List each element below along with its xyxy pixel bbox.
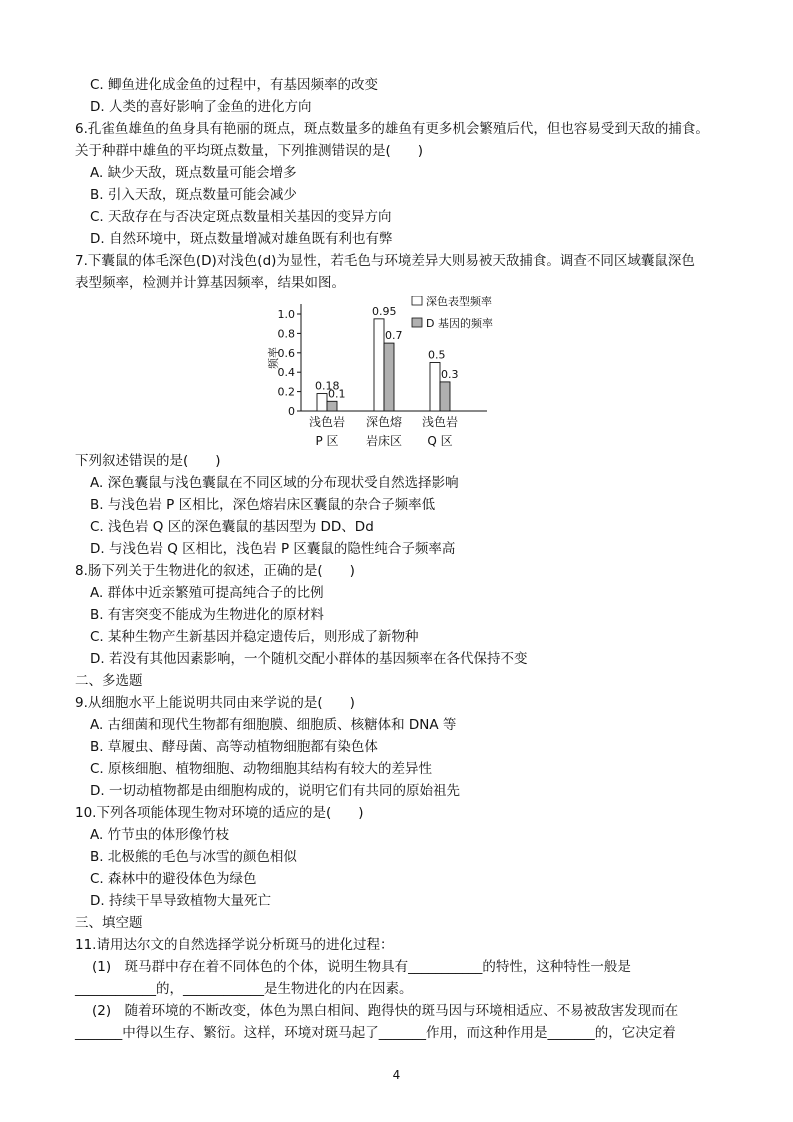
- q7-option-c: C. 浅色岩 Q 区的深色囊鼠的基因型为 DD、Dd: [90, 519, 374, 535]
- q11-stem: 11.请用达尔文的自然选择学说分析斑马的进化过程：: [75, 937, 394, 953]
- legend-swatch-dark-phenotype: [412, 296, 422, 305]
- q6-stem-line2: 关于种群中雄鱼的平均斑点数量，下列推测错误的是( ): [75, 143, 424, 159]
- q6-stem-line1: 6.孔雀鱼雄鱼的鱼身具有艳丽的斑点，斑点数量多的雄鱼有更多机会繁殖后代，但也容易受到天敌的捕食。: [75, 121, 709, 137]
- q11-part2-line2: _______中得以生存、繁衍。这样，环境对斑马起了_______作用，而这种作用是_______的，它决定着: [75, 1025, 676, 1041]
- y-tick-label: 0.6: [277, 346, 295, 360]
- q10-option-b: B. 北极熊的毛色与冰雪的颜色相似: [90, 849, 297, 865]
- q10-option-a: A. 竹节虫的体形像竹枝: [90, 827, 230, 843]
- bar-dark-phenotype-0: [317, 394, 327, 411]
- q9-stem: 9.从细胞水平上能说明共同由来学说的是( ): [75, 695, 355, 711]
- q9-option-d: D. 一切动植物都是由细胞构成的，说明它们有共同的原始祖先: [90, 783, 460, 799]
- y-tick-label: 0: [288, 405, 295, 418]
- q8-option-c: C. 某种生物产生新基因并稳定遗传后，则形成了新物种: [90, 629, 419, 645]
- q6-option-b: B. 引入天敌，斑点数量可能会减少: [90, 187, 297, 203]
- y-tick-label: 0.2: [277, 385, 295, 399]
- x-category-label: Q 区: [427, 434, 453, 448]
- bar-d-gene-2: [440, 382, 450, 411]
- data-label: 0.1: [328, 387, 346, 401]
- data-label: 0.3: [441, 367, 459, 381]
- data-label: 0.95: [372, 304, 397, 318]
- x-category-label: P 区: [315, 434, 339, 448]
- q9-option-a: A. 古细菌和现代生物都有细胞膜、细胞质、核糖体和 DNA 等: [90, 717, 457, 733]
- data-label: 0.7: [385, 329, 403, 343]
- x-category-label: 浅色岩: [421, 415, 459, 429]
- y-tick-label: 0.4: [277, 366, 295, 380]
- legend-label-dark-phenotype: 深色表型频率: [426, 296, 492, 308]
- bar-d-gene-1: [384, 343, 394, 411]
- q10-stem: 10.下列各项能体现生物对环境的适应的是( ): [75, 805, 364, 821]
- q11-part1-line2: ____________的，____________是生物进化的内在因素。: [75, 981, 413, 997]
- y-tick-label: 0.8: [277, 327, 295, 341]
- q6-option-d: D. 自然环境中，斑点数量增减对雄鱼既有利也有弊: [90, 231, 393, 247]
- q7-option-b: B. 与浅色岩 P 区相比，深色熔岩床区囊鼠的杂合子频率低: [90, 497, 436, 513]
- page-number: 4: [392, 1068, 401, 1082]
- bar-dark-phenotype-1: [374, 319, 384, 411]
- q11-part2-line1: (2) 随着环境的不断改变，体色为黑白相间、跑得快的斑马因与环境相适应、不易被敌害发现而在: [92, 1003, 679, 1019]
- q8-stem: 8.肠下列关于生物进化的叙述，正确的是( ): [75, 563, 355, 579]
- data-label: 0.18: [315, 379, 340, 393]
- y-tick-label: 1.0: [277, 308, 295, 321]
- q7-stem-line2: 表型频率，检测并计算基因频率，结果如图。: [75, 275, 345, 291]
- section-heading-fill-in: 三、填空题: [75, 915, 143, 931]
- legend-swatch-d-gene: [412, 318, 422, 327]
- q8-option-a: A. 群体中近亲繁殖可提高纯合子的比例: [90, 585, 324, 601]
- q11-part1-line1: (1) 斑马群中存在着不同体色的个体，说明生物具有___________的特性，这种特性一般是: [92, 959, 631, 975]
- q7-stem-line1: 7.下囊鼠的体毛深色(D)对浅色(d)为显性，若毛色与环境差异大则易被天敌捕食。调查不同区域囊鼠深色: [75, 253, 695, 269]
- q7-question: 下列叙述错误的是( ): [75, 453, 221, 469]
- q6-option-c: C. 天敌存在与否决定斑点数量相关基因的变异方向: [90, 209, 392, 225]
- q9-option-c: C. 原核细胞、植物细胞、动物细胞其结构有较大的差异性: [90, 761, 433, 777]
- q7-option-a: A. 深色囊鼠与浅色囊鼠在不同区域的分布现状受自然选择影响: [90, 475, 459, 491]
- q10-option-d: D. 持续干旱导致植物大量死亡: [90, 893, 271, 909]
- x-category-label: 浅色岩: [308, 415, 346, 429]
- q6-option-a: A. 缺少天敌，斑点数量可能会增多: [90, 165, 297, 181]
- q8-option-b: B. 有害突变不能成为生物进化的原材料: [90, 607, 324, 623]
- section-heading-multiple-choice: 二、多选题: [75, 673, 143, 689]
- data-label: 0.5: [428, 348, 446, 362]
- q10-option-c: C. 森林中的避役体色为绿色: [90, 871, 257, 887]
- bar-d-gene-0: [327, 401, 337, 411]
- bar-dark-phenotype-2: [430, 363, 440, 412]
- y-axis-label: 频率: [267, 347, 280, 369]
- x-category-label: 深色熔: [365, 415, 403, 429]
- x-category-label: 岩床区: [365, 434, 403, 448]
- q7-option-d: D. 与浅色岩 Q 区相比，浅色岩 P 区囊鼠的隐性纯合子频率高: [90, 541, 456, 557]
- q5-option-d: D. 人类的喜好影响了金鱼的进化方向: [90, 99, 312, 115]
- q9-option-b: B. 草履虫、酵母菌、高等动植物细胞都有染色体: [90, 739, 378, 755]
- legend-label-d-gene: D 基因的频率: [426, 317, 493, 330]
- q5-option-c: C. 鲫鱼进化成金鱼的过程中，有基因频率的改变: [90, 77, 379, 93]
- gene-frequency-bar-chart: [255, 296, 525, 458]
- legend: [412, 296, 493, 330]
- q8-option-d: D. 若没有其他因素影响，一个随机交配小群体的基因频率在各代保持不变: [90, 651, 528, 667]
